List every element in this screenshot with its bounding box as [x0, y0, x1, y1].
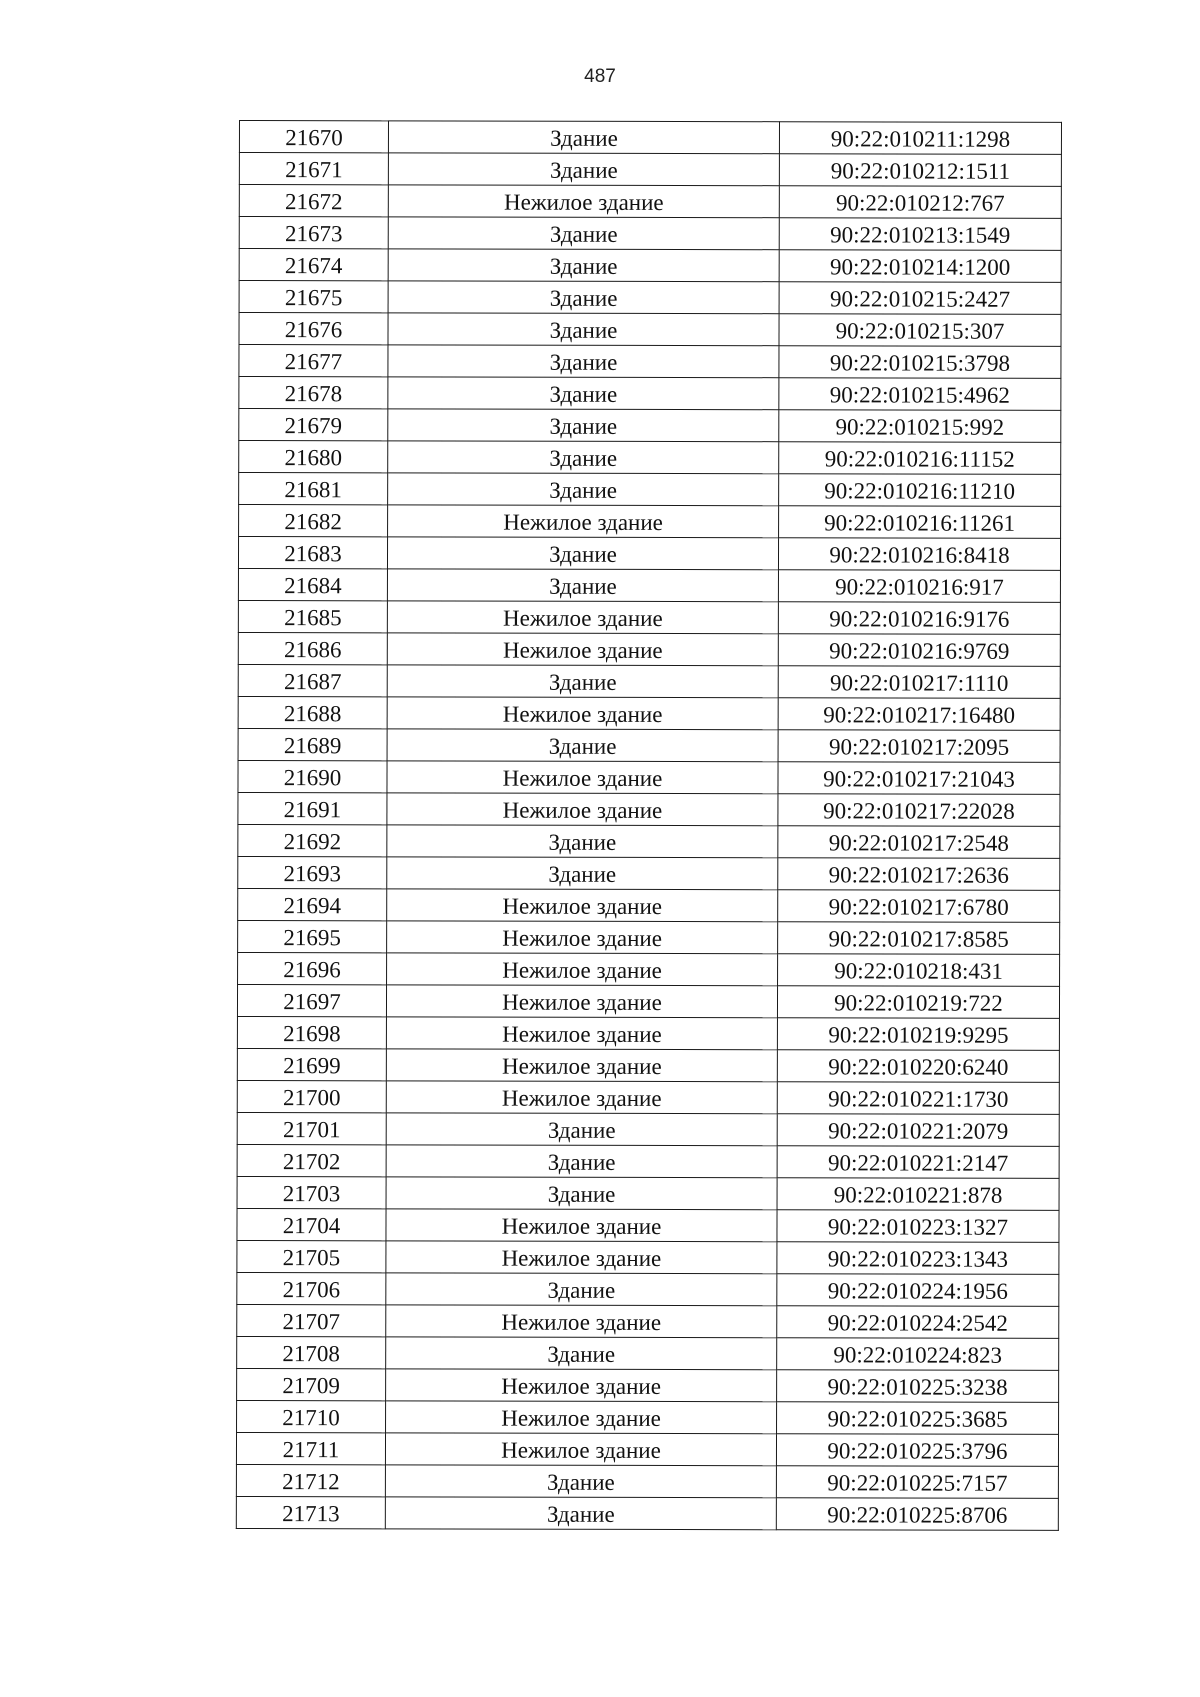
cadastral-number-cell: 90:22:010211:1298 — [779, 122, 1061, 155]
object-type-cell: Здание — [387, 665, 778, 698]
cadastral-number-cell: 90:22:010216:11152 — [779, 442, 1061, 475]
table-row — [238, 952, 1060, 986]
cadastral-number-cell: 90:22:010225:3796 — [776, 1434, 1058, 1467]
table-row — [238, 537, 1060, 571]
object-type-cell: Здание — [388, 441, 779, 474]
cadastral-number-cell: 90:22:010221:2147 — [777, 1146, 1059, 1179]
object-type-cell: Здание — [388, 473, 779, 506]
object-type-cell: Нежилое здание — [386, 1305, 777, 1338]
object-type-cell: Здание — [388, 377, 779, 410]
object-type-cell: Нежилое здание — [387, 697, 778, 730]
table-row — [239, 249, 1061, 283]
object-type-cell: Нежилое здание — [387, 601, 778, 634]
object-type-cell: Здание — [385, 1465, 776, 1498]
row-number-cell: 21706 — [237, 1272, 386, 1304]
cadastral-number-cell: 90:22:010217:6780 — [778, 890, 1060, 923]
row-number-cell: 21709 — [237, 1368, 386, 1400]
row-number-cell: 21681 — [239, 473, 388, 505]
row-number-cell: 21696 — [238, 952, 387, 984]
table-row — [237, 1304, 1059, 1338]
object-type-cell: Нежилое здание — [387, 793, 778, 826]
row-number-cell: 21701 — [237, 1112, 386, 1144]
table-row — [237, 1144, 1059, 1178]
object-type-cell: Нежилое здание — [386, 1017, 777, 1050]
row-number-cell: 21672 — [239, 185, 388, 217]
row-number-cell: 21680 — [239, 441, 388, 473]
object-type-cell: Нежилое здание — [386, 985, 777, 1018]
object-type-cell: Здание — [388, 217, 779, 250]
object-type-cell: Здание — [387, 857, 778, 890]
table-row — [239, 409, 1061, 443]
object-type-cell: Нежилое здание — [387, 633, 778, 666]
cadastral-number-cell: 90:22:010225:8706 — [776, 1498, 1058, 1531]
table-row — [239, 377, 1061, 411]
cadastral-number-cell: 90:22:010218:431 — [778, 954, 1060, 987]
cadastral-number-cell: 90:22:010216:917 — [778, 570, 1060, 603]
cadastral-number-cell: 90:22:010225:3238 — [777, 1370, 1059, 1403]
row-number-cell: 21710 — [237, 1400, 386, 1432]
row-number-cell: 21670 — [239, 121, 388, 153]
object-type-cell: Здание — [388, 345, 779, 378]
table-row — [237, 1208, 1059, 1242]
object-type-cell: Нежилое здание — [387, 921, 778, 954]
row-number-cell: 21689 — [238, 728, 387, 760]
cadastral-number-cell: 90:22:010224:823 — [777, 1338, 1059, 1371]
row-number-cell: 21686 — [238, 632, 387, 664]
object-type-cell: Нежилое здание — [388, 505, 779, 538]
object-type-cell: Нежилое здание — [386, 1401, 777, 1434]
object-type-cell: Здание — [388, 249, 779, 282]
table-row — [237, 1272, 1059, 1306]
cadastral-number-cell: 90:22:010221:1730 — [777, 1082, 1059, 1115]
cadastral-number-cell: 90:22:010216:11261 — [779, 506, 1061, 539]
object-type-cell: Нежилое здание — [386, 1241, 777, 1274]
cadastral-number-cell: 90:22:010219:722 — [777, 986, 1059, 1019]
object-type-cell: Нежилое здание — [387, 889, 778, 922]
object-type-cell: Здание — [387, 825, 778, 858]
cadastral-number-cell: 90:22:010217:8585 — [778, 922, 1060, 955]
table-row — [237, 1240, 1059, 1274]
table-body — [236, 121, 1061, 1531]
cadastral-number-cell: 90:22:010215:307 — [779, 314, 1061, 347]
cadastral-number-cell: 90:22:010223:1327 — [777, 1210, 1059, 1243]
cadastral-number-cell: 90:22:010220:6240 — [777, 1050, 1059, 1083]
table-row — [236, 1496, 1058, 1530]
row-number-cell: 21679 — [239, 409, 388, 441]
object-type-cell: Здание — [386, 1177, 777, 1210]
object-type-cell: Здание — [387, 569, 778, 602]
object-type-cell: Здание — [387, 537, 778, 570]
table-row — [239, 153, 1061, 187]
table-row — [237, 1048, 1059, 1082]
cadastral-number-cell: 90:22:010217:21043 — [778, 762, 1060, 795]
cadastral-number-cell: 90:22:010216:11210 — [779, 474, 1061, 507]
row-number-cell: 21693 — [238, 856, 387, 888]
table-row — [239, 313, 1061, 347]
row-number-cell: 21703 — [237, 1176, 386, 1208]
cadastral-number-cell: 90:22:010217:2636 — [778, 858, 1060, 891]
row-number-cell: 21673 — [239, 217, 388, 249]
row-number-cell: 21687 — [238, 664, 387, 696]
object-type-cell: Нежилое здание — [386, 1209, 777, 1242]
row-number-cell: 21713 — [236, 1496, 385, 1528]
table-row — [238, 632, 1060, 666]
table-row — [238, 696, 1060, 730]
table-row — [237, 1112, 1059, 1146]
cadastral-number-cell: 90:22:010214:1200 — [779, 250, 1061, 283]
row-number-cell: 21698 — [237, 1016, 386, 1048]
cadastral-number-cell: 90:22:010219:9295 — [777, 1018, 1059, 1051]
row-number-cell: 21677 — [239, 345, 388, 377]
row-number-cell: 21684 — [238, 569, 387, 601]
object-type-cell: Здание — [388, 121, 779, 154]
cadastral-number-cell: 90:22:010224:1956 — [777, 1274, 1059, 1307]
table-row — [237, 1336, 1059, 1370]
table-row — [239, 121, 1061, 155]
object-type-cell: Нежилое здание — [386, 1081, 777, 1114]
table-row — [238, 728, 1060, 762]
table-row — [239, 441, 1061, 475]
row-number-cell: 21697 — [237, 984, 386, 1016]
table-row — [238, 792, 1060, 826]
table-row — [236, 1432, 1058, 1466]
row-number-cell: 21704 — [237, 1208, 386, 1240]
row-number-cell: 21685 — [238, 600, 387, 632]
table-row — [237, 1016, 1059, 1050]
cadastral-number-cell: 90:22:010224:2542 — [777, 1306, 1059, 1339]
cadastral-number-cell: 90:22:010213:1549 — [779, 218, 1061, 251]
object-type-cell: Здание — [388, 153, 779, 186]
page-number: 487 — [584, 66, 616, 87]
row-number-cell: 21691 — [238, 792, 387, 824]
table-row — [239, 505, 1061, 539]
table-row — [238, 824, 1060, 858]
row-number-cell: 21708 — [237, 1336, 386, 1368]
cadastral-number-cell: 90:22:010225:7157 — [776, 1466, 1058, 1499]
row-number-cell: 21707 — [237, 1304, 386, 1336]
object-type-cell: Здание — [386, 1145, 777, 1178]
row-number-cell: 21699 — [237, 1048, 386, 1080]
cadastral-number-cell: 90:22:010221:2079 — [777, 1114, 1059, 1147]
row-number-cell: 21675 — [239, 281, 388, 313]
cadastral-number-cell: 90:22:010217:2548 — [778, 826, 1060, 859]
object-type-cell: Здание — [388, 313, 779, 346]
object-type-cell: Здание — [385, 1497, 776, 1530]
cadastral-number-cell: 90:22:010216:9176 — [778, 602, 1060, 635]
cadastral-number-cell: 90:22:010217:22028 — [778, 794, 1060, 827]
property-table — [236, 120, 1062, 1531]
row-number-cell: 21682 — [239, 505, 388, 537]
table-row — [239, 185, 1061, 219]
cadastral-number-cell: 90:22:010223:1343 — [777, 1242, 1059, 1275]
object-type-cell: Нежилое здание — [385, 1433, 776, 1466]
table-row — [238, 760, 1060, 794]
row-number-cell: 21692 — [238, 824, 387, 856]
cadastral-number-cell: 90:22:010215:2427 — [779, 282, 1061, 315]
table-row — [237, 1176, 1059, 1210]
object-type-cell: Здание — [388, 281, 779, 314]
cadastral-number-cell: 90:22:010212:767 — [779, 186, 1061, 219]
row-number-cell: 21705 — [237, 1240, 386, 1272]
row-number-cell: 21694 — [238, 888, 387, 920]
table-row — [239, 217, 1061, 251]
object-type-cell: Нежилое здание — [388, 185, 779, 218]
row-number-cell: 21674 — [239, 249, 388, 281]
row-number-cell: 21688 — [238, 696, 387, 728]
row-number-cell: 21690 — [238, 760, 387, 792]
table-row — [237, 984, 1059, 1018]
object-type-cell: Нежилое здание — [387, 761, 778, 794]
table-row — [239, 473, 1061, 507]
table-row — [237, 1400, 1059, 1434]
cadastral-number-cell: 90:22:010216:8418 — [778, 538, 1060, 571]
cadastral-number-cell: 90:22:010212:1511 — [779, 154, 1061, 187]
row-number-cell: 21712 — [236, 1464, 385, 1496]
row-number-cell: 21711 — [236, 1432, 385, 1464]
cadastral-number-cell: 90:22:010225:3685 — [777, 1402, 1059, 1435]
object-type-cell: Здание — [386, 1273, 777, 1306]
cadastral-number-cell: 90:22:010221:878 — [777, 1178, 1059, 1211]
table-row — [238, 569, 1060, 603]
table-row — [237, 1080, 1059, 1114]
object-type-cell: Здание — [387, 729, 778, 762]
row-number-cell: 21700 — [237, 1080, 386, 1112]
cadastral-number-cell: 90:22:010215:4962 — [779, 378, 1061, 411]
object-type-cell: Нежилое здание — [387, 953, 778, 986]
table-row — [237, 1368, 1059, 1402]
table-row — [239, 281, 1061, 315]
cadastral-number-cell: 90:22:010216:9769 — [778, 634, 1060, 667]
row-number-cell: 21676 — [239, 313, 388, 345]
table-row — [238, 920, 1060, 954]
row-number-cell: 21671 — [239, 153, 388, 185]
object-type-cell: Нежилое здание — [386, 1049, 777, 1082]
cadastral-number-cell: 90:22:010217:16480 — [778, 698, 1060, 731]
table-row — [238, 856, 1060, 890]
row-number-cell: 21683 — [238, 537, 387, 569]
table-row — [238, 600, 1060, 634]
table-row — [236, 1464, 1058, 1498]
cadastral-number-cell: 90:22:010215:3798 — [779, 346, 1061, 379]
row-number-cell: 21695 — [238, 920, 387, 952]
object-type-cell: Нежилое здание — [386, 1369, 777, 1402]
object-type-cell: Здание — [388, 409, 779, 442]
row-number-cell: 21702 — [237, 1144, 386, 1176]
cadastral-number-cell: 90:22:010217:1110 — [778, 666, 1060, 699]
cadastral-number-cell: 90:22:010217:2095 — [778, 730, 1060, 763]
object-type-cell: Здание — [386, 1337, 777, 1370]
table-row — [238, 888, 1060, 922]
table-row — [239, 345, 1061, 379]
object-type-cell: Здание — [386, 1113, 777, 1146]
cadastral-number-cell: 90:22:010215:992 — [779, 410, 1061, 443]
row-number-cell: 21678 — [239, 377, 388, 409]
table-row — [238, 664, 1060, 698]
